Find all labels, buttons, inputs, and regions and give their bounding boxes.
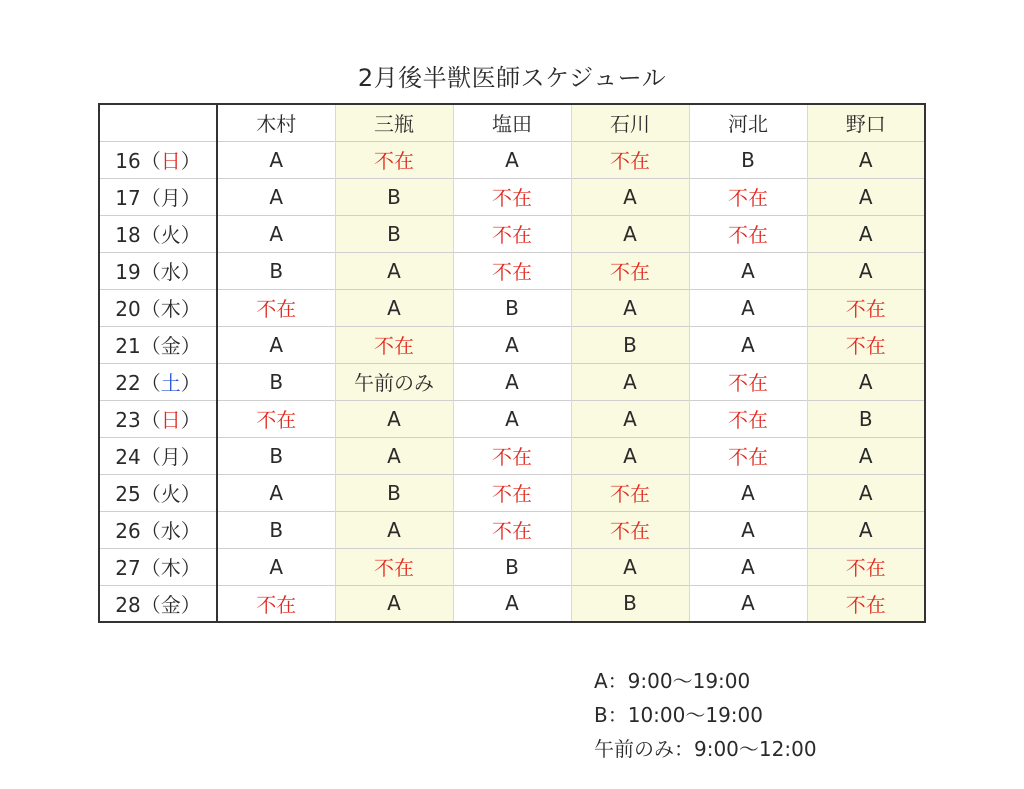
date-cell [99, 326, 217, 363]
shift-cell: A [335, 437, 453, 474]
table-row [99, 215, 925, 252]
shift-cell: A [689, 326, 807, 363]
shift-cell: A [453, 585, 571, 622]
shift-cell: A [689, 511, 807, 548]
shift-cell: 不在 [807, 585, 925, 622]
paren-close: ） [180, 297, 201, 321]
day-number: 22 [115, 371, 141, 395]
page-title: 2月後半獣医師スケジュール [357, 64, 667, 92]
paren-close: ） [180, 482, 201, 506]
shift-cell: A [453, 326, 571, 363]
shift-cell: B [689, 141, 807, 178]
shift-cell: 不在 [571, 141, 689, 178]
shift-cell: 不在 [453, 252, 571, 289]
table-row [99, 178, 925, 215]
day-number: 21 [115, 334, 141, 358]
shift-cell: 不在 [453, 511, 571, 548]
date-cell [99, 252, 217, 289]
shift-cell: A [335, 400, 453, 437]
shift-cell: A [807, 252, 925, 289]
shift-cell: B [571, 326, 689, 363]
shift-cell: B [571, 585, 689, 622]
date-cell [99, 437, 217, 474]
shift-cell: A [689, 474, 807, 511]
shift-cell: 不在 [453, 215, 571, 252]
shift-cell: A [689, 548, 807, 585]
day-number: 19 [115, 260, 141, 284]
shift-cell: A [335, 252, 453, 289]
shift-cell: 不在 [335, 326, 453, 363]
table-row [99, 437, 925, 474]
shift-cell: 不在 [689, 178, 807, 215]
shift-cell: A [807, 141, 925, 178]
paren-open: （ [140, 556, 161, 580]
shift-cell: 不在 [689, 215, 807, 252]
paren-open: （ [140, 482, 161, 506]
shift-cell: A [217, 326, 335, 363]
doctor-header: 河北 [689, 104, 807, 141]
paren-close: ） [180, 519, 201, 543]
shift-cell: A [807, 363, 925, 400]
table-row [99, 326, 925, 363]
shift-cell: 不在 [453, 474, 571, 511]
weekday: 金 [160, 334, 181, 358]
weekday: 水 [160, 260, 181, 284]
weekday: 木 [160, 297, 181, 321]
shift-cell: 不在 [689, 363, 807, 400]
day-number: 20 [115, 297, 141, 321]
table-row [99, 289, 925, 326]
table-row [99, 141, 925, 178]
date-cell [99, 289, 217, 326]
shift-cell: 不在 [689, 437, 807, 474]
shift-cell: A [217, 178, 335, 215]
date-cell [99, 215, 217, 252]
header-row [99, 104, 925, 141]
shift-cell: A [453, 141, 571, 178]
shift-cell: A [217, 215, 335, 252]
shift-cell: 不在 [217, 400, 335, 437]
weekday: 月 [160, 186, 181, 210]
shift-cell: A [689, 252, 807, 289]
weekday: 火 [160, 223, 181, 247]
paren-close: ） [180, 445, 201, 469]
weekday: 日 [160, 149, 181, 173]
date-cell [99, 511, 217, 548]
table-row [99, 548, 925, 585]
shift-cell: A [217, 548, 335, 585]
shift-cell: 不在 [571, 474, 689, 511]
doctor-header: 木村 [217, 104, 335, 141]
paren-close: ） [180, 149, 201, 173]
shift-cell: 不在 [453, 437, 571, 474]
table-row [99, 511, 925, 548]
table-row [99, 363, 925, 400]
shift-cell: 不在 [807, 548, 925, 585]
legend-item: B：10:00〜19:00 [594, 703, 763, 727]
table-row [99, 474, 925, 511]
paren-close: ） [180, 186, 201, 210]
paren-close: ） [180, 371, 201, 395]
weekday: 火 [160, 482, 181, 506]
paren-open: （ [140, 186, 161, 210]
shift-cell: B [217, 437, 335, 474]
shift-cell: A [571, 289, 689, 326]
shift-cell: B [217, 511, 335, 548]
shift-cell: A [807, 511, 925, 548]
day-number: 17 [115, 186, 141, 210]
shift-cell: 不在 [335, 548, 453, 585]
day-number: 18 [115, 223, 141, 247]
shift-cell: B [453, 548, 571, 585]
weekday: 水 [160, 519, 181, 543]
shift-cell: A [571, 548, 689, 585]
shift-cell: A [571, 215, 689, 252]
day-number: 16 [115, 149, 141, 173]
shift-cell: A [453, 363, 571, 400]
shift-cell: A [807, 215, 925, 252]
shift-cell: 不在 [335, 141, 453, 178]
legend [594, 664, 817, 766]
paren-open: （ [140, 260, 161, 284]
shift-cell: B [335, 474, 453, 511]
shift-cell: A [689, 289, 807, 326]
shift-cell: 不在 [571, 252, 689, 289]
date-cell [99, 474, 217, 511]
shift-cell: A [217, 141, 335, 178]
doctor-header: 三瓶 [335, 104, 453, 141]
date-cell [99, 400, 217, 437]
schedule-table [98, 103, 926, 623]
table-row [99, 585, 925, 622]
date-cell [99, 363, 217, 400]
shift-cell: 午前のみ [335, 363, 453, 400]
legend-item: 午前のみ：9:00〜12:00 [594, 737, 817, 761]
legend-item: A：9:00〜19:00 [594, 669, 751, 693]
doctor-header: 石川 [571, 104, 689, 141]
shift-cell: A [807, 474, 925, 511]
weekday: 木 [160, 556, 181, 580]
date-cell [99, 548, 217, 585]
shift-cell: A [689, 585, 807, 622]
shift-cell: B [217, 252, 335, 289]
shift-cell: A [571, 363, 689, 400]
weekday: 土 [160, 371, 181, 395]
shift-cell: A [217, 474, 335, 511]
paren-close: ） [180, 223, 201, 247]
shift-cell: 不在 [217, 289, 335, 326]
paren-open: （ [140, 334, 161, 358]
shift-cell: A [453, 400, 571, 437]
paren-open: （ [140, 408, 161, 432]
table-row [99, 252, 925, 289]
weekday: 月 [160, 445, 181, 469]
shift-cell: A [571, 400, 689, 437]
shift-cell: A [807, 178, 925, 215]
day-number: 28 [115, 592, 141, 617]
day-number: 25 [115, 482, 141, 506]
shift-cell: 不在 [807, 326, 925, 363]
shift-cell: A [807, 437, 925, 474]
paren-close: ） [180, 260, 201, 284]
shift-cell: B [807, 400, 925, 437]
shift-cell: A [571, 178, 689, 215]
corner-cell [99, 104, 217, 141]
date-cell [99, 141, 217, 178]
date-cell [99, 178, 217, 215]
shift-cell: B [217, 363, 335, 400]
doctor-header: 野口 [807, 104, 925, 141]
date-cell [99, 585, 217, 622]
shift-cell: 不在 [571, 511, 689, 548]
paren-open: （ [140, 149, 161, 173]
shift-cell: A [571, 437, 689, 474]
shift-cell: B [453, 289, 571, 326]
paren-close: ） [180, 408, 201, 432]
shift-cell: 不在 [689, 400, 807, 437]
paren-open: （ [140, 297, 161, 321]
shift-cell: A [335, 585, 453, 622]
shift-cell: 不在 [453, 178, 571, 215]
day-number: 23 [115, 408, 141, 432]
doctor-header: 塩田 [453, 104, 571, 141]
paren-open: （ [140, 445, 161, 469]
paren-close: ） [180, 556, 201, 580]
shift-cell: 不在 [807, 289, 925, 326]
paren-open: （ [140, 519, 161, 543]
shift-cell: A [335, 289, 453, 326]
paren-close: ） [180, 592, 201, 617]
shift-cell: 不在 [217, 585, 335, 622]
table-row [99, 400, 925, 437]
shift-cell: B [335, 178, 453, 215]
day-number: 24 [115, 445, 141, 469]
paren-open: （ [140, 223, 161, 247]
paren-close: ） [180, 334, 201, 358]
shift-cell: A [335, 511, 453, 548]
day-number: 27 [115, 556, 141, 580]
paren-open: （ [140, 371, 161, 395]
day-number: 26 [115, 519, 141, 543]
weekday: 金 [160, 592, 181, 617]
shift-cell: B [335, 215, 453, 252]
paren-open: （ [140, 592, 161, 617]
weekday: 日 [160, 408, 181, 432]
